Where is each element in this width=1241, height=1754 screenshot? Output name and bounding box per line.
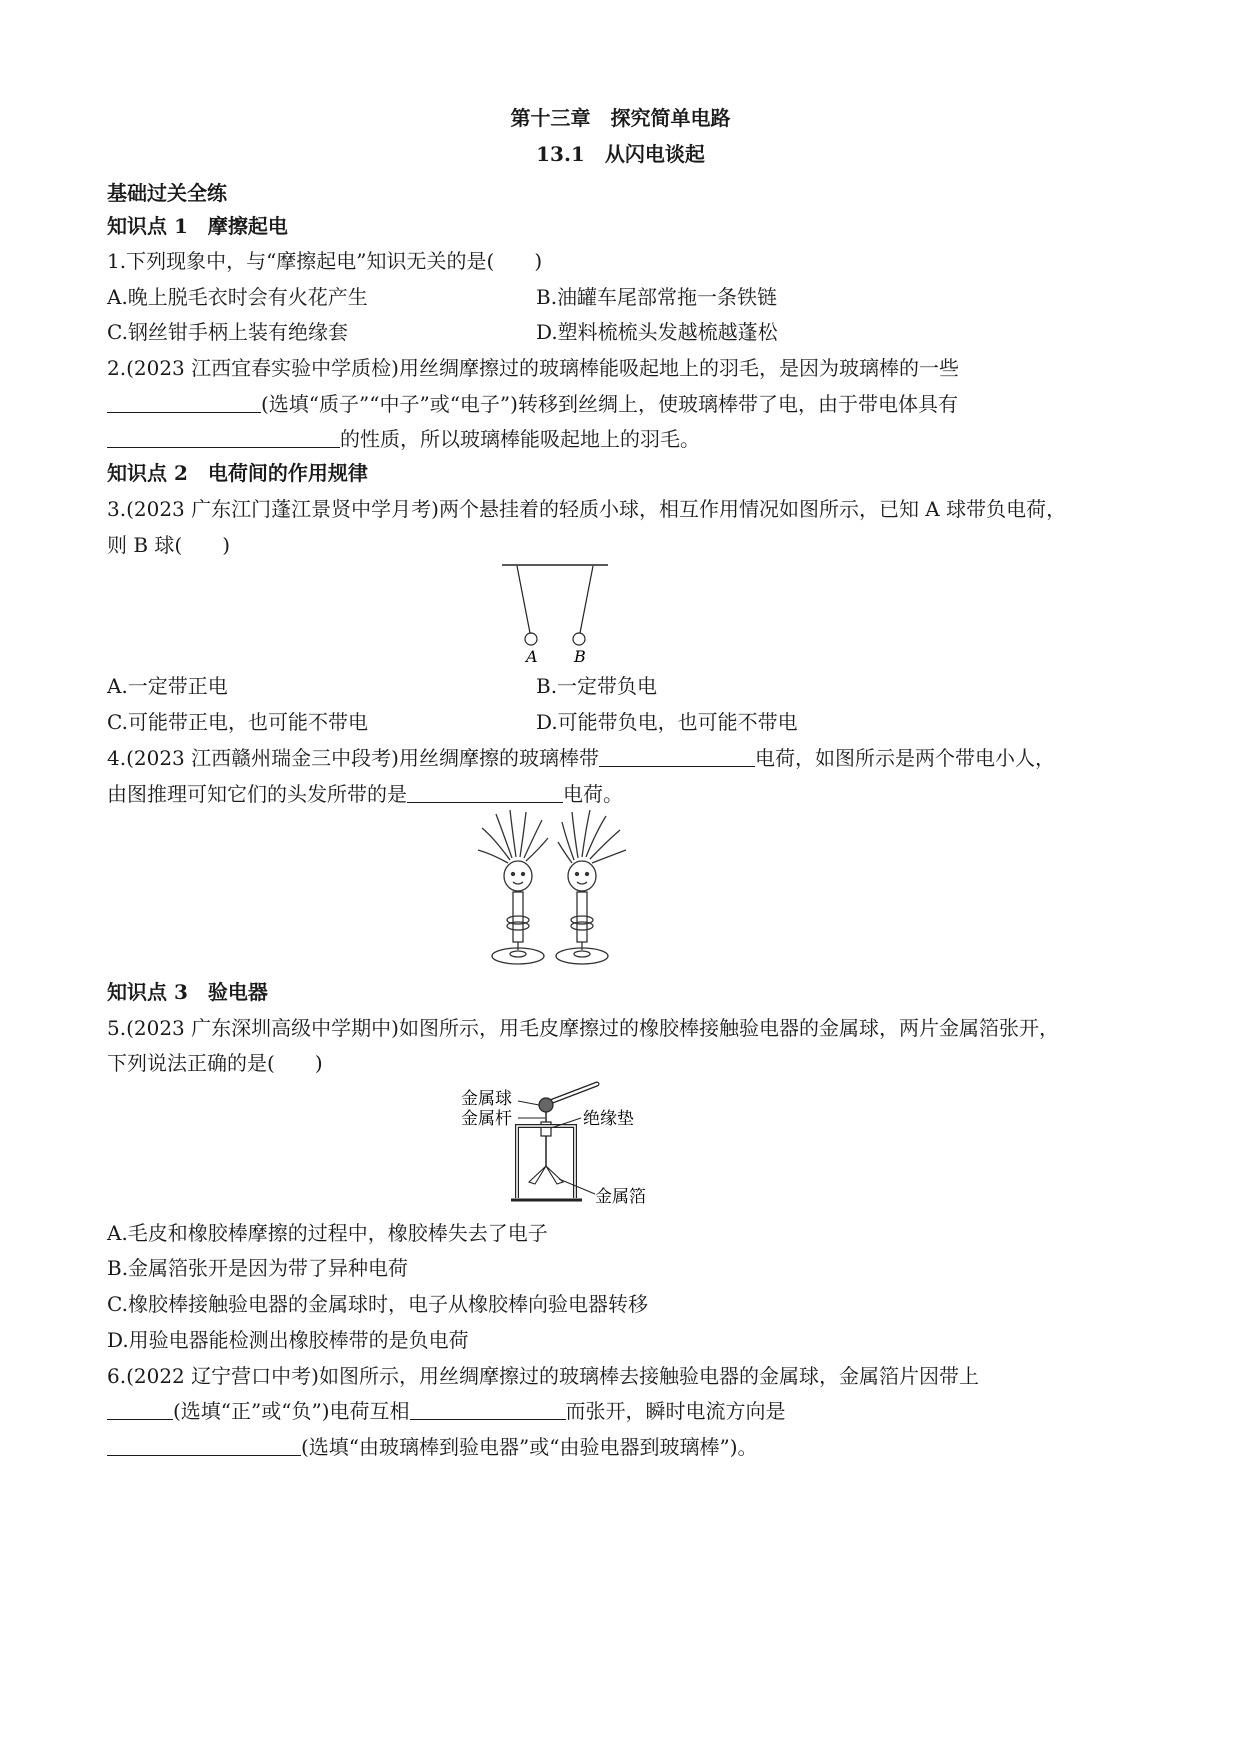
charged-figures-illustration: [474, 808, 634, 970]
q3-option-b[interactable]: B.一定带负电: [536, 674, 658, 698]
q6-line-2: [107, 1396, 786, 1426]
q1-option-a[interactable]: A.晚上脱毛衣时会有火花产生: [107, 285, 368, 309]
q5-option-b[interactable]: B.金属箔张开是因为带了异种电荷: [107, 1256, 409, 1280]
q6-blank-3[interactable]: [107, 1433, 301, 1456]
q5-option-c[interactable]: C.橡胶棒接触验电器的金属球时，电子从橡胶棒向验电器转移: [107, 1292, 648, 1316]
q6-line-2-text: (选填“正”或“负”)电荷互相: [173, 1399, 410, 1423]
q6-line-1: 6.(2022 辽宁营口中考)如图所示，用丝绸摩擦过的玻璃棒去接触验电器的金属球，金属箔片因带上: [107, 1364, 979, 1388]
ball-a: [525, 633, 537, 645]
thread-b: [580, 566, 593, 633]
knowledge-point-2: 知识点 2 电荷间的作用规律: [107, 461, 368, 485]
q2-blank-1[interactable]: [107, 390, 261, 413]
q3-option-a[interactable]: A.一定带正电: [107, 674, 228, 698]
q5-option-d[interactable]: D.用验电器能检测出橡胶棒带的是负电荷: [107, 1328, 469, 1352]
q6-blank-1[interactable]: [107, 1397, 173, 1420]
ball-b-label: B: [574, 647, 586, 666]
q3-option-c[interactable]: C.可能带正电，也可能不带电: [107, 710, 368, 734]
q2-line-2: [107, 389, 958, 419]
exercise-heading: 基础过关全练: [107, 181, 227, 205]
ball-b: [573, 633, 585, 645]
q3-line-1: 3.(2023 广东江门蓬江景贤中学月考)两个悬挂着的轻质小球，相互作用情况如图所示，已知 A 球带负电荷，: [107, 497, 1067, 521]
charged-figure-right: [556, 810, 626, 964]
q4-line-2: [107, 779, 623, 809]
hanging-balls-figure: [496, 558, 616, 668]
knowledge-point-1: 知识点 1 摩擦起电: [107, 214, 288, 238]
q3-option-d[interactable]: D.可能带负电，也可能不带电: [536, 710, 798, 734]
q1-stem: [107, 246, 542, 276]
label-metal-rod: 金属杆: [461, 1109, 512, 1129]
chapter-title: 第十三章 探究简单电路: [510, 106, 731, 130]
q5-line-1: 5.(2023 广东深圳高级中学期中)如图所示，用毛皮摩擦过的橡胶棒接触验电器的金属球，两片金属箔张开，: [107, 1016, 1059, 1040]
q5-option-a[interactable]: A.毛皮和橡胶棒摩擦的过程中，橡胶棒失去了电子: [107, 1221, 548, 1245]
q4-line-1-tail: 电荷，如图所示是两个带电小人，: [754, 746, 1055, 770]
q4-line-2-tail: 电荷。: [563, 782, 623, 806]
q2-line-2-text: (选填“质子”“中子”或“电子”)转移到丝绸上，使玻璃棒带了电，由于带电体具有: [261, 392, 958, 416]
q2-line-3-text: 的性质，所以玻璃棒能吸起地上的羽毛。: [340, 427, 700, 451]
q5-line-2: [107, 1048, 323, 1078]
q1-option-d[interactable]: D.塑料梳梳头发越梳越蓬松: [536, 320, 778, 344]
q4-line-2-text: 由图推理可知它们的头发所带的是: [107, 782, 407, 806]
q2-line-3: [107, 424, 700, 454]
q1-stem-close: ): [534, 249, 543, 273]
q3-line-2-close: ): [222, 533, 231, 557]
q4-line-1-text: 4.(2023 江西赣州瑞金三中段考)用丝绸摩擦的玻璃棒带: [107, 746, 599, 770]
q6-line-3: [107, 1432, 758, 1462]
q6-blank-2[interactable]: [410, 1397, 566, 1420]
leader-ball: [518, 1101, 539, 1105]
q5-line-2-text: 下列说法正确的是(: [107, 1051, 275, 1075]
q1-stem-text: 1.下列现象中，与“摩擦起电”知识无关的是(: [107, 249, 495, 273]
q6-line-2-tail: 而张开，瞬时电流方向是: [565, 1399, 786, 1423]
q4-line-1: [107, 743, 1055, 773]
metal-foil-right: [546, 1166, 563, 1184]
q2-line-1: 2.(2023 江西宜春实验中学质检)用丝绸摩擦过的玻璃棒能吸起地上的羽毛，是因为玻璃棒的一些: [107, 356, 959, 380]
q4-blank-1[interactable]: [599, 744, 755, 767]
metal-foil-left: [529, 1166, 546, 1184]
q3-line-2: [107, 530, 230, 560]
q6-line-3-text: (选填“由玻璃棒到验电器”或“由验电器到玻璃棒”)。: [301, 1435, 758, 1459]
label-metal-foil: 金属箔: [595, 1187, 646, 1207]
metal-ball: [539, 1098, 553, 1112]
label-insulating-pad: 绝缘垫: [583, 1109, 634, 1129]
charged-figure-left: [478, 810, 548, 964]
electroscope-figure: [455, 1078, 665, 1210]
q2-blank-2[interactable]: [107, 425, 340, 448]
label-metal-ball: 金属球: [461, 1089, 512, 1109]
thread-a: [517, 566, 530, 633]
section-title: 13.1 从闪电谈起: [536, 142, 705, 166]
q4-blank-2[interactable]: [407, 780, 563, 803]
ball-a-label: A: [526, 647, 538, 666]
q3-line-2-text: 则 B 球(: [107, 533, 183, 557]
q5-line-2-close: ): [314, 1051, 323, 1075]
q1-option-b[interactable]: B.油罐车尾部常拖一条铁链: [536, 285, 778, 309]
knowledge-point-3: 知识点 3 验电器: [107, 980, 268, 1004]
q1-option-c[interactable]: C.钢丝钳手柄上装有绝缘套: [107, 320, 348, 344]
rubber-rod-inner: [550, 1084, 597, 1102]
